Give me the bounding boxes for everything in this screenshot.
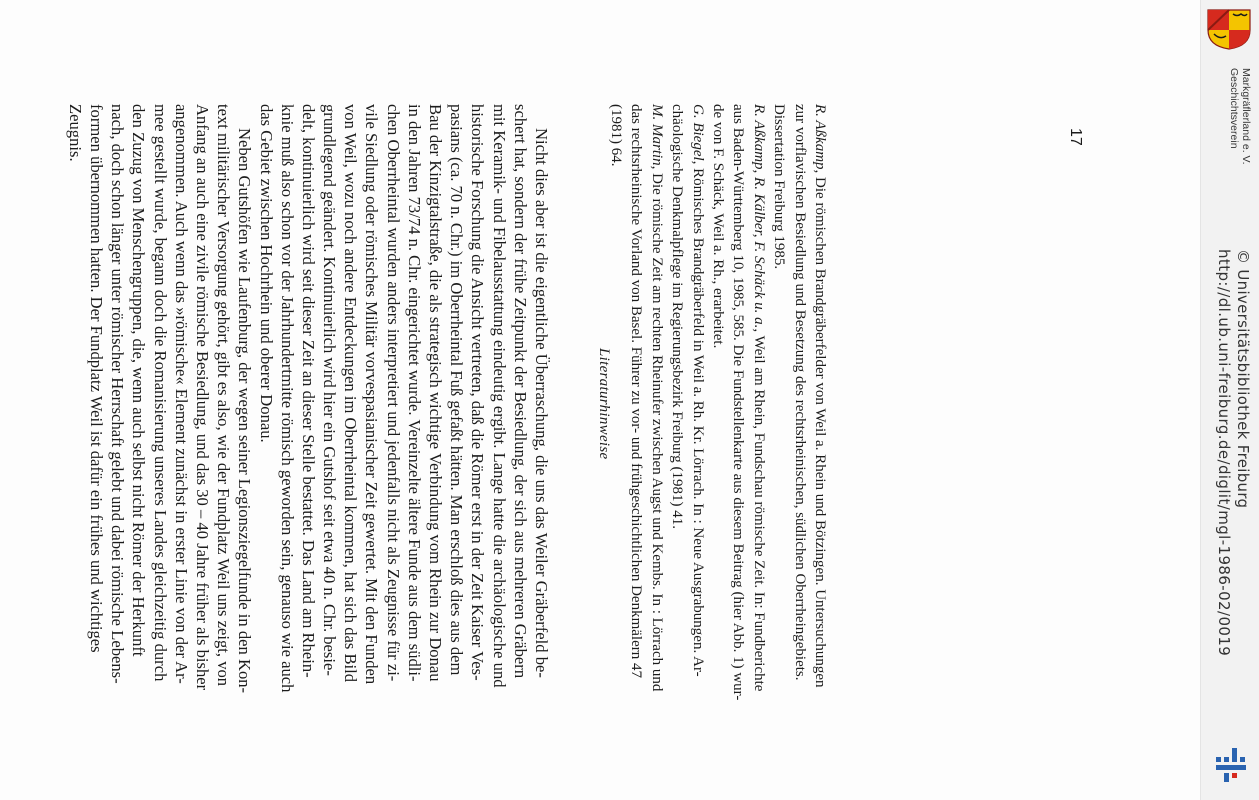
body-line: schert hat, sondern der frühe Zeitpunkt der Besiedlung, der sich aus mehreren Gräbern bbox=[510, 104, 530, 679]
reference-author: G. Biegel, bbox=[689, 104, 706, 165]
body-line: text militärischer Versorgung gehört, gibt es also, wie der Fundplatz Weil uns zeigt, von bbox=[214, 104, 234, 687]
body-line: Neben Gutshöfen wie Laufenburg, der wegen seiner Legionsziegelfunde in den Kon- bbox=[235, 128, 255, 694]
reference-line bbox=[667, 104, 687, 704]
page-number: 17 bbox=[1067, 128, 1084, 146]
body-line: historische Forschung die Ansicht vertreten, daß die Römer erst in der Zeit Kaiser Ves- bbox=[468, 104, 488, 681]
reference-text: Weil am Rhein, Fundschau römische Zeit. In: Fundberichte bbox=[750, 332, 767, 692]
body-text bbox=[65, 104, 552, 704]
reference-line bbox=[646, 104, 666, 704]
body-line: von Weil, wozu noch andere Entdeckungen im Oberrheintal kommen, hat sich das Bild bbox=[341, 104, 361, 683]
reference-text: (1981) 64. bbox=[608, 104, 625, 167]
reference-line bbox=[728, 104, 748, 704]
permalink-url[interactable]: http://dl.ub.uni-freiburg.de/diglit/mgl-1986-02/0019 bbox=[1215, 249, 1233, 657]
references-list bbox=[606, 104, 830, 704]
body-line: grundlegend geändert. Kontinuierlich wird hier ein Gutshof seit etwa 40 n. Chr. besie- bbox=[320, 104, 340, 676]
reference-line bbox=[789, 104, 809, 704]
body-line: pasians (ca. 70 n. Chr.) im Oberrheintal Fuß gefaßt hätten. Man erschloß dies aus dem bbox=[447, 104, 467, 676]
reference-line bbox=[708, 104, 728, 704]
reference-line bbox=[626, 104, 646, 704]
body-line: Zeugnis. bbox=[65, 104, 85, 162]
coat-of-arms-icon bbox=[1206, 8, 1252, 50]
body-line: chen Oberrheintal wurden anders interpretiert und jedenfalls nicht als Zeugnisse für zi- bbox=[383, 104, 403, 682]
reference-line bbox=[748, 104, 768, 704]
body-line: das Gebiet zwischen Hochrhein und oberer Donau. bbox=[256, 104, 276, 443]
body-line: delt, kontinuierlich wird seit dieser Zeit an dieser Stelle bestattet. Das Land am Rhein- bbox=[298, 104, 318, 678]
body-line: nach, doch schon länger unter römischer Herrschaft gelebt und dabei römische Lebens- bbox=[108, 104, 128, 684]
reference-line bbox=[687, 104, 707, 704]
reference-text: aus Baden-Württemberg 10, 1985, 585. Die Fundstellenkarte aus diesem Beitrag (hier Abb. 1) wur- bbox=[730, 104, 747, 701]
org-name-line1: Geschichtsverein bbox=[1228, 68, 1240, 149]
reference-text: Die römische Zeit am rechten Rheinufer zwischen Augst und Kembs. In : Lörrach und bbox=[648, 169, 665, 692]
body-line: Bau der Kinzigtalstraße, die als strategisch wichtige Verbindung vom Rhein zur Donau bbox=[426, 104, 446, 682]
body-line: mit Keramik- und Fibelausstattung eindeutig ergibt. Lange hatte die archäologische und bbox=[489, 104, 509, 688]
reference-line bbox=[606, 104, 626, 704]
reference-text: das rechtsrheinische Vorland von Basel. Führer zu vor- und frühgeschichtlichen Denkmälern 47 bbox=[628, 104, 645, 678]
crest-shield bbox=[1208, 10, 1250, 49]
body-line: den Zuzug von Menschengruppen, die, wenn auch selbst nicht Römer der Herkunft bbox=[129, 104, 149, 657]
reference-author: R. Aßkamp, R. Kälber, F. Schäck u. a., bbox=[750, 104, 767, 333]
reference-author: R. Aßkamp, bbox=[812, 104, 828, 174]
reference-text: Dissertation Freiburg 1985. bbox=[771, 104, 788, 270]
reference-author: M. Martin, bbox=[648, 104, 665, 170]
reference-text: Römisches Brandgräberfeld in Weil a. Rh. Kr. Lörrach. In : Neue Ausgrabungen. Ar- bbox=[689, 164, 706, 677]
reference-line bbox=[810, 104, 830, 704]
reference-line bbox=[769, 104, 789, 704]
body-line: Anfang an auch eine zivile römische Besiedlung, und das 30 – 40 Jahre früher als bisher bbox=[193, 104, 212, 691]
reference-text: Die römischen Brandgräberfelder von Weil a. Rhein und Bötzingen. Untersuchungen bbox=[812, 173, 828, 688]
ub-freiburg-logo-icon[interactable] bbox=[1210, 744, 1252, 786]
body-line: Nicht dies aber ist die eigentliche Überraschung, die uns das Weiler Gräberfeld be- bbox=[532, 128, 551, 678]
body-line: knie muß also schon vor der Jahrhundertmitte römisch geworden sein, genauso wie auch bbox=[277, 104, 297, 693]
reference-text: de von F. Schäck, Weil a. Rh., erarbeitet. bbox=[710, 104, 727, 349]
body-line: angenommen. Auch wenn das »römische« Element zunächst in erster Linie von der Ar- bbox=[171, 104, 191, 684]
body-line: in den Jahren 73/74 n. Chr. eingerichtet wurde. Vereinzelte ältere Funde aus dem südli- bbox=[404, 104, 424, 682]
body-line: formen übernommen hatten. Der Fundplatz Weil ist dafür ein frühes und wichtiges bbox=[87, 104, 107, 653]
reference-text: zur vorflavischen Besiedlung und Besetzung des rechtsrheinischen, südlichen Oberrheingebiets. bbox=[791, 104, 808, 681]
literature-heading: Literaturhinweise bbox=[596, 348, 612, 460]
body-line: mee gestellt wurde, begann doch die Romanisierung unseres Landes gleichzeitig durch bbox=[150, 104, 170, 682]
copyright-notice: © Universitätsbibliothek Freiburg bbox=[1234, 249, 1252, 509]
org-name-line2: Markgräflerland e. V. bbox=[1240, 68, 1252, 165]
reference-text: chäologische Denkmalpflege im Regierungsbezirk Freiburg (1981) 41. bbox=[669, 104, 686, 530]
body-line: vile Siedlung oder römisches Militär vorvespasianischer Zeit gewertet. Mit den Funden bbox=[362, 104, 382, 685]
